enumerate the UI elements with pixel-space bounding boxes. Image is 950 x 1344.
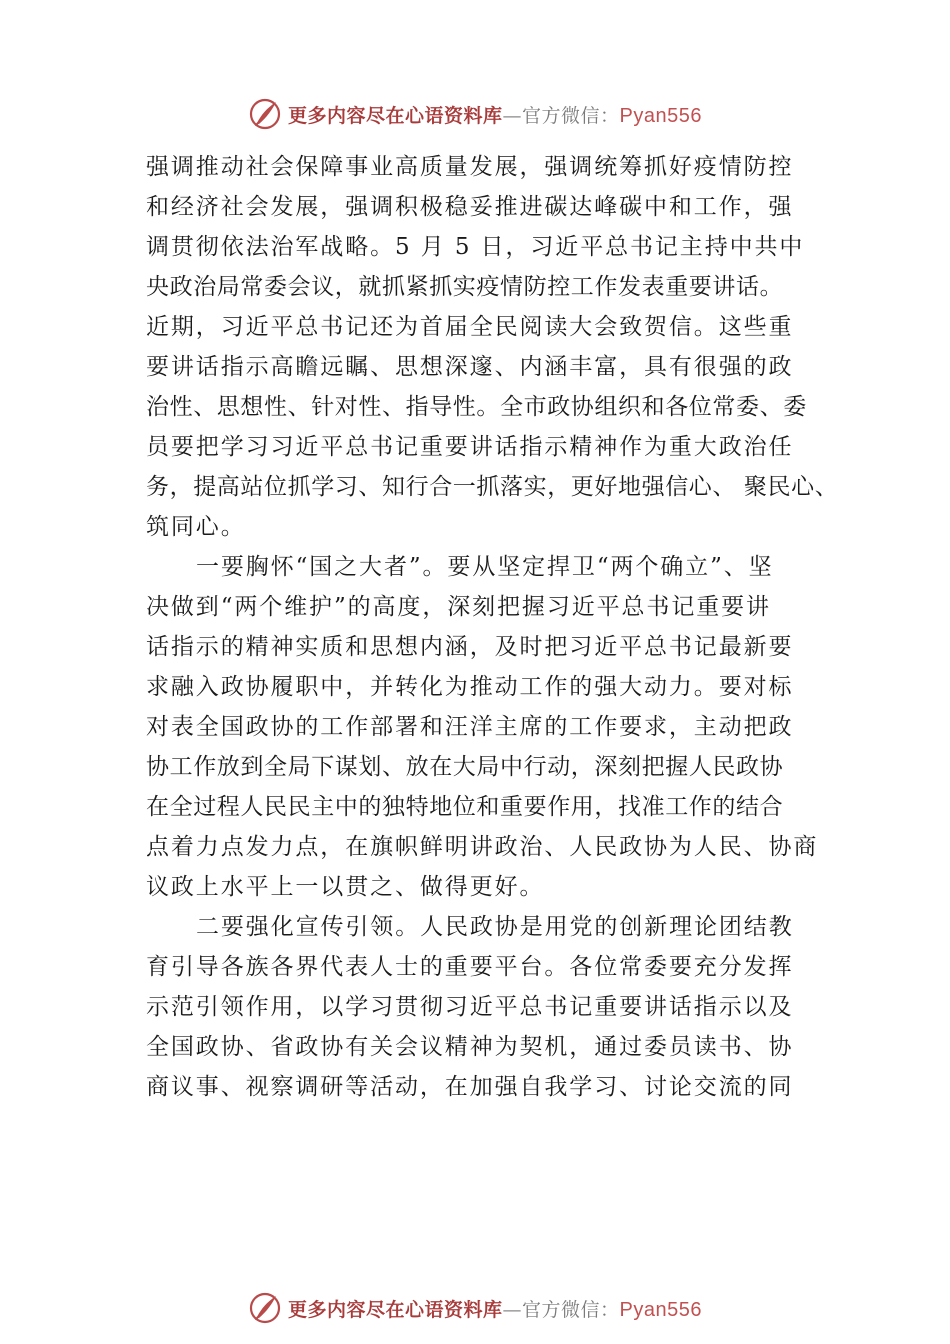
footer-dash: — — [502, 1298, 523, 1321]
text-line: 近期，习近平总书记还为首届全民阅读大会致贺信。这些重 — [146, 314, 794, 340]
header-wechat-label: 官方微信： — [522, 104, 620, 127]
footer-text — [288, 1295, 702, 1322]
text-line: 员要把学习习近平总书记重要讲话指示精神作为重大政治任 — [146, 434, 794, 460]
text-line: 筑同心。 — [146, 514, 246, 540]
footer-wechat-label: 官方微信： — [522, 1298, 620, 1321]
header-site-text: 更多内容尽在心语资料库 — [288, 104, 503, 127]
text-line: 务，提高站位抓学习、知行合一抓落实，更好地强信心、 聚民心、 — [146, 474, 839, 500]
header-text — [288, 101, 702, 128]
text-line: 治性、思想性、针对性、指导性。全市政协组织和各位常委、委 — [146, 394, 807, 420]
quill-pen-logo-icon — [248, 1291, 282, 1325]
text-line: 育引导各族各界代表人士的重要平台。各位常委要充分发挥 — [146, 954, 794, 980]
text-line: 强调推动社会保障事业高质量发展，强调统筹抓好疫情防控 — [146, 154, 794, 180]
text-line: 议政上水平上一以贯之、做得更好。 — [146, 874, 545, 900]
text-line: 对表全国政协的工作部署和汪洋主席的工作要求，主动把政 — [146, 714, 794, 740]
paragraph-start-line: 一要胸怀“国之大者”。要从坚定捍卫“两个确立”、坚 — [196, 554, 774, 580]
footer-banner — [0, 1288, 950, 1328]
text-line: 点着力点发力点，在旗帜鲜明讲政治、人民政协为人民、协商 — [146, 834, 819, 860]
quill-pen-logo-icon — [248, 97, 282, 131]
paragraph-start-line: 二要强化宣传引领。人民政协是用党的创新理论团结教 — [196, 914, 794, 940]
text-line: 央政治局常委会议，就抓紧抓实疫情防控工作发表重要讲话。 — [146, 274, 784, 300]
text-line: 协工作放到全局下谋划、放在大局中行动，深刻把握人民政协 — [146, 754, 784, 780]
text-line: 话指示的精神实质和思想内涵，及时把习近平总书记最新要 — [146, 634, 794, 660]
header-wechat-id: Pyan556 — [619, 104, 702, 127]
footer-wechat-id: Pyan556 — [619, 1298, 702, 1321]
text-line: 调贯彻依法治军战略。5 月 5 日，习近平总书记主持中共中 — [146, 234, 805, 260]
text-line: 和经济社会发展，强调积极稳妥推进碳达峰碳中和工作，强 — [146, 194, 794, 220]
text-line: 在全过程人民民主中的独特地位和重要作用，找准工作的结合 — [146, 794, 784, 820]
document-body — [146, 147, 839, 1107]
text-line: 求融入政协履职中，并转化为推动工作的强大动力。要对标 — [146, 674, 794, 700]
text-line: 要讲话指示高瞻远瞩、思想深邃、内涵丰富，具有很强的政 — [146, 354, 794, 380]
header-banner — [0, 94, 950, 134]
text-line: 商议事、视察调研等活动，在加强自我学习、讨论交流的同 — [146, 1074, 794, 1100]
text-line: 决做到“两个维护”的高度，深刻把握习近平总书记重要讲 — [146, 594, 771, 620]
text-line: 全国政协、省政协有关会议精神为契机，通过委员读书、协 — [146, 1034, 794, 1060]
header-dash: — — [502, 104, 523, 127]
footer-site-text: 更多内容尽在心语资料库 — [288, 1298, 503, 1321]
text-line: 示范引领作用，以学习贯彻习近平总书记重要讲话指示以及 — [146, 994, 794, 1020]
